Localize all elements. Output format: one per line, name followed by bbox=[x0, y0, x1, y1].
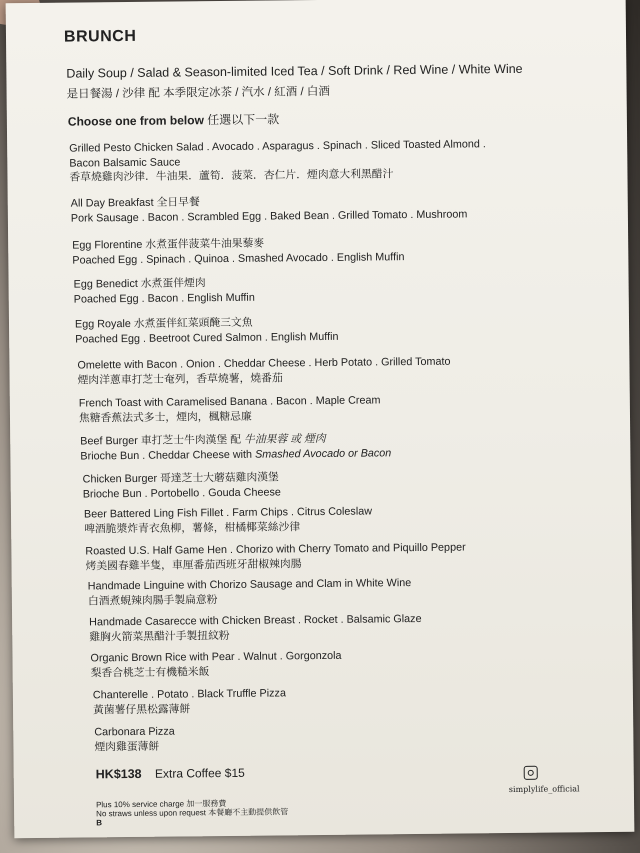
item-option-zh: 牛油果蓉 或 煙肉 bbox=[243, 432, 326, 446]
choose-zh: 任選以下一款 bbox=[207, 112, 280, 128]
menu-title: BRUNCH bbox=[63, 27, 137, 46]
menu-item bbox=[74, 276, 255, 307]
item-line: Bacon Balsamic Sauce bbox=[69, 155, 181, 170]
menu-item bbox=[90, 649, 341, 681]
item-line-zh: 煙肉雞蛋薄餅 bbox=[94, 740, 160, 753]
item-line: Chanterelle . Potato . Black Truffle Pizza bbox=[92, 687, 286, 702]
menu-item bbox=[72, 235, 404, 267]
item-line-zh: 梨香合桃芝士有機糙米飯 bbox=[90, 665, 210, 679]
item-line-zh: 白酒煮蜆辣肉腸手製扁意粉 bbox=[87, 593, 218, 607]
item-line: Pork Sausage . Bacon . Scrambled Egg . Baked Bean . Grilled Tomato . Mushroom bbox=[70, 207, 468, 225]
menu-item bbox=[93, 686, 286, 717]
menu-item bbox=[88, 576, 412, 608]
instagram-icon bbox=[524, 766, 538, 780]
item-line-zh: 雞胸火箭菜黑醋汁手製扭紋粉 bbox=[89, 629, 230, 643]
menu-item bbox=[80, 431, 391, 463]
menu-item bbox=[84, 504, 372, 536]
menu-item bbox=[85, 540, 466, 573]
item-line-zh: 香草燒雞肉沙律．牛油果．蘆筍．菠菜．杏仁片．煙肉意大利黑醋汁 bbox=[69, 168, 394, 184]
menu-paper bbox=[6, 0, 635, 838]
straw-note: No straws unless upon request 本餐廳不主動提供飲管 bbox=[96, 807, 289, 819]
item-line-zh: 煙肉洋蔥車打芝士奄列，香草燒薯，燒番茄 bbox=[77, 371, 283, 387]
intro-en: Daily Soup / Salad & Season-limited Iced Tea / Soft Drink / Red Wine / White Wine bbox=[66, 61, 523, 81]
menu-item bbox=[69, 137, 486, 185]
item-line: Egg Royale 水煮蛋伴紅菜頭醃三文魚 bbox=[74, 316, 253, 331]
item-line: All Day Breakfast 全日早餐 bbox=[70, 196, 200, 210]
item-line: Beer Battered Ling Fish Fillet . Farm Chips . Citrus Coleslaw bbox=[83, 505, 373, 521]
choose-heading bbox=[68, 110, 280, 129]
item-line: Egg Benedict 水煮蛋伴煙肉 bbox=[73, 277, 206, 291]
menu-item bbox=[71, 192, 468, 225]
set-price: HK$138 bbox=[95, 766, 142, 782]
instagram-handle: simplylife_official bbox=[508, 784, 580, 795]
item-line: Brioche Bun . Cheddar Cheese with Smashed Avocado or Bacon bbox=[80, 446, 392, 463]
menu-item bbox=[75, 315, 339, 347]
item-line: Handmade Linguine with Chorizo Sausage and Clam in White Wine bbox=[87, 577, 412, 593]
menu-item bbox=[79, 393, 381, 425]
extra-coffee: Extra Coffee $15 bbox=[154, 765, 245, 781]
item-line: Carbonara Pizza bbox=[94, 725, 175, 739]
item-line: Poached Egg . Bacon . English Muffin bbox=[73, 291, 255, 306]
menu-item bbox=[89, 612, 422, 644]
item-line: Grilled Pesto Chicken Salad . Avocado . Asparagus . Spinach . Sliced Toasted Almond . bbox=[69, 138, 486, 155]
choose-en: Choose one from below bbox=[67, 113, 204, 129]
item-line: Omelette with Bacon . Onion . Cheddar Cheese . Herb Potato . Grilled Tomato bbox=[77, 355, 451, 372]
item-line: Organic Brown Rice with Pear . Walnut . Gorgonzola bbox=[90, 649, 342, 665]
item-line-zh: 啤酒脆漿炸青衣魚柳，薯條，柑橘椰菜絲沙律 bbox=[84, 520, 301, 535]
item-line: French Toast with Caramelised Banana . Bacon . Maple Cream bbox=[78, 394, 381, 410]
menu-code: B bbox=[96, 818, 103, 828]
item-line: Chicken Burger 哥達芝士大蘑菇雞肉漢堡 bbox=[82, 471, 279, 486]
menu-item bbox=[83, 470, 281, 501]
item-line: Egg Florentine 水煮蛋伴菠菜牛油果藜麥 bbox=[72, 237, 265, 252]
menu-item bbox=[94, 725, 175, 755]
service-charge-note: Plus 10% service charge 加一服務費 bbox=[95, 799, 227, 810]
price-line bbox=[96, 766, 245, 782]
item-line-zh: 焦糖香蕉法式多士，煙肉，楓糖忌廉 bbox=[78, 410, 252, 425]
menu-item bbox=[77, 355, 450, 388]
item-line-zh: 烤美國春雞半隻，車厘番茄西班牙甜椒辣肉腸 bbox=[85, 557, 302, 572]
item-line: Poached Egg . Beetroot Cured Salmon . English Muffin bbox=[75, 330, 339, 346]
item-line: Beef Burger 車打芝士牛肉漢堡 配 牛油果蓉 或 煙肉 bbox=[80, 432, 326, 448]
item-line: Roasted U.S. Half Game Hen . Chorizo with Cherry Tomato and Piquillo Pepper bbox=[85, 541, 466, 558]
item-line-zh: 黃菌薯仔黑松露薄餅 bbox=[92, 702, 191, 716]
intro-zh: 是日餐湯 / 沙律 配 本季限定冰茶 / 汽水 / 紅酒 / 白酒 bbox=[66, 85, 330, 101]
item-line: Brioche Bun . Portobello . Gouda Cheese bbox=[82, 485, 281, 500]
item-option-en: Smashed Avocado or Bacon bbox=[254, 446, 392, 461]
item-line: Poached Egg . Spinach . Quinoa . Smashed Avocado . English Muffin bbox=[72, 250, 405, 267]
item-line: Handmade Casarecce with Chicken Breast . Rocket . Balsamic Glaze bbox=[89, 612, 422, 629]
